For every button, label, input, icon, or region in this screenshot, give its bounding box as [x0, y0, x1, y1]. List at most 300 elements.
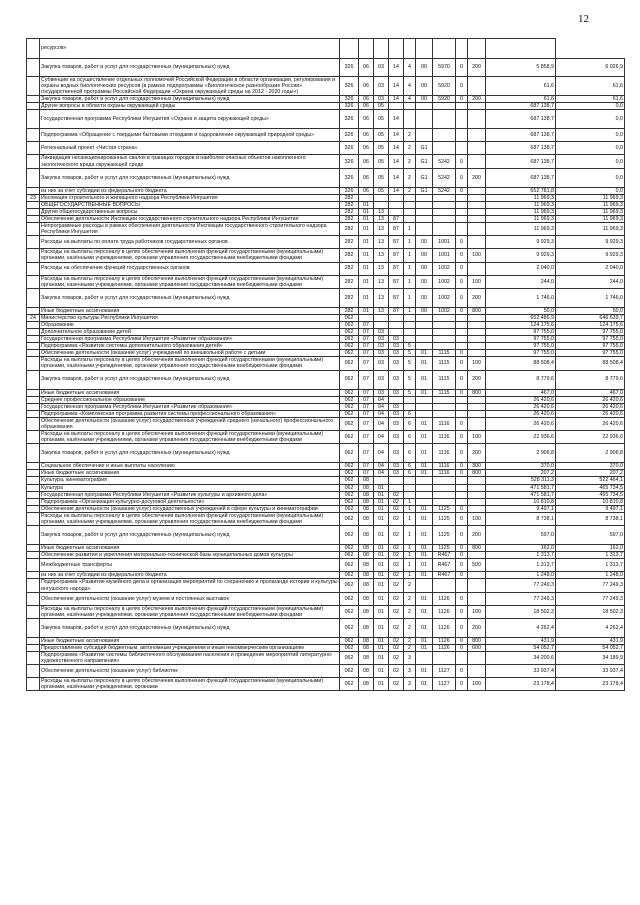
expense-type-code-cell: 200 [468, 618, 486, 637]
item-name-cell: Иные бюджетные ассигнования [40, 637, 340, 644]
program-code-cell: 03 [389, 470, 404, 477]
target-sub-code-cell [456, 403, 468, 410]
subprogram-code-cell [404, 201, 416, 208]
subsection-code-cell: 05 [374, 103, 389, 110]
target-code-cell: 5242 [433, 168, 456, 187]
amount-2021-cell: 10 810,8 [556, 498, 625, 505]
amount-2020-cell: 11 969,3 [486, 216, 556, 223]
item-name-cell: Закупка товаров, работ и услуг для государственных (муниципальных) нужд [40, 370, 340, 389]
expense-type-code-cell [468, 103, 486, 110]
amount-2021-cell: 26 420,6 [556, 410, 625, 417]
subprogram-code-cell: 2 [404, 142, 416, 155]
amount-2021-cell: 33 937,4 [556, 665, 625, 678]
direction-code-cell [416, 223, 433, 236]
section-code-cell: 08 [359, 545, 374, 552]
ministry-code-cell: 062 [340, 545, 359, 552]
amount-2020-cell: 26 420,6 [486, 403, 556, 410]
amount-2020-cell: 162,0 [486, 545, 556, 552]
row-number-cell [27, 223, 40, 236]
table-row [27, 605, 625, 618]
target-code-cell: 1115 [433, 389, 456, 396]
row-number-cell [27, 505, 40, 512]
amount-2020-cell: 50,0 [486, 307, 556, 314]
subsection-code-cell: 01 [374, 592, 389, 605]
table-row [27, 463, 625, 470]
target-sub-code-cell: 0 [456, 559, 468, 572]
target-sub-code-cell: 0 [456, 678, 468, 691]
table-row [27, 350, 625, 357]
section-code-cell: 08 [359, 491, 374, 498]
program-code-cell: 02 [389, 618, 404, 637]
program-code-cell: 02 [389, 505, 404, 512]
subsection-code-cell: 01 [374, 559, 389, 572]
amount-2020-cell: 244,0 [486, 275, 556, 288]
amount-2020-cell: 26 420,6 [486, 396, 556, 403]
amount-2021-cell: 431,9 [556, 637, 625, 644]
section-code-cell: 06 [359, 168, 374, 187]
amount-2021-cell: 11 969,3 [556, 201, 625, 208]
target-code-cell: 1126 [433, 637, 456, 644]
table-row [27, 59, 625, 77]
target-sub-code-cell: 0 [456, 96, 468, 103]
ministry-code-cell: 326 [340, 129, 359, 142]
row-number-cell [27, 129, 40, 142]
row-number-cell [27, 526, 40, 545]
amount-2020-cell: 5 858,9 [486, 59, 556, 77]
direction-code-cell [416, 484, 433, 491]
program-code-cell: 02 [389, 572, 404, 579]
table-row [27, 223, 625, 236]
subprogram-code-cell: 1 [404, 498, 416, 505]
item-name-cell: Предоставление субсидий бюджетным, автономным учреждениям и иным некоммерческим организациям [40, 644, 340, 651]
target-sub-code-cell [456, 579, 468, 592]
expense-type-code-cell [468, 417, 486, 430]
subsection-code-cell: 01 [374, 545, 389, 552]
row-number-cell [27, 343, 40, 350]
program-code-cell: 02 [389, 637, 404, 644]
ministry-code-cell: 282 [340, 307, 359, 314]
row-number-cell [27, 236, 40, 249]
table-row [27, 552, 625, 559]
section-code-cell: 08 [359, 637, 374, 644]
table-row [27, 579, 625, 592]
expense-type-code-cell [468, 223, 486, 236]
target-sub-code-cell: 0 [456, 275, 468, 288]
section-code-cell: 01 [359, 288, 374, 307]
table-row [27, 39, 625, 59]
section-code-cell: 06 [359, 187, 374, 194]
table-row [27, 470, 625, 477]
table-row [27, 155, 625, 168]
item-name-cell: Закупка товаров, работ и услуг для государственных (муниципальных) нужд [40, 59, 340, 77]
amount-2020-cell: 687 138,7 [486, 103, 556, 110]
subprogram-code-cell [404, 208, 416, 215]
ministry-code-cell: 282 [340, 216, 359, 223]
section-code-cell: 01 [359, 275, 374, 288]
table-row [27, 129, 625, 142]
target-sub-code-cell: 0 [456, 637, 468, 644]
amount-2021-cell: 9 497,1 [556, 505, 625, 512]
amount-2021-cell: 467,0 [556, 389, 625, 396]
amount-2021-cell: 11 969,3 [556, 223, 625, 236]
amount-2021-cell: 646 639,7 [556, 314, 625, 321]
table-row [27, 194, 625, 201]
row-number-cell [27, 350, 40, 357]
subprogram-code-cell: 6 [404, 410, 416, 417]
subsection-code-cell: 04 [374, 410, 389, 417]
direction-code-cell [416, 651, 433, 664]
table-row [27, 110, 625, 129]
direction-code-cell [416, 579, 433, 592]
row-number-cell [27, 389, 40, 396]
item-name-cell: Подпрограмма «Развитие музейного дела и организация мероприятий по сохранению и пропаганде истории и культуры ингушского народа» [41, 579, 338, 592]
item-name-cell: Обеспечение деятельности (оказание услуг) библиотек [40, 665, 340, 678]
amount-2020-cell: 77 249,3 [486, 592, 556, 605]
subprogram-code-cell: 3 [404, 678, 416, 691]
row-number-cell: 23 [27, 194, 40, 201]
amount-2020-cell: 11 969,3 [486, 201, 556, 208]
section-code-cell: 07 [359, 370, 374, 389]
target-code-cell [433, 201, 456, 208]
amount-2020-cell [486, 39, 556, 59]
amount-2021-cell: 0,0 [556, 129, 625, 142]
item-name-cell: Закупка товаров, работ и услуг для государственных (муниципальных) нужд [40, 526, 340, 545]
program-code-cell: 03 [389, 343, 404, 350]
table-row [27, 103, 625, 110]
target-code-cell: 1002 [433, 262, 456, 275]
target-code-cell: 1002 [433, 288, 456, 307]
ministry-code-cell: 326 [340, 168, 359, 187]
item-name-cell: Расходы на выплаты персоналу в целях обеспечения выполнения функций государственными (муниципальными) органами, казёнными учреждениями, органами управления государственными внебюджетными фондами [40, 605, 340, 618]
ministry-code-cell: 062 [340, 618, 359, 637]
direction-code-cell: 01 [416, 552, 433, 559]
expense-type-code-cell [468, 201, 486, 208]
program-code-cell [389, 477, 404, 484]
target-sub-code-cell: 0 [456, 572, 468, 579]
item-name-cell: Обеспечение деятельности (оказание услуг) учреждений по внешкольной работе с детьми [40, 350, 340, 357]
program-code-cell [389, 39, 404, 59]
expense-type-code-cell: 200 [468, 168, 486, 187]
target-code-cell: 5920 [433, 77, 456, 96]
row-number-cell [27, 370, 40, 389]
subprogram-code-cell: 4 [404, 59, 416, 77]
program-code-cell: 03 [389, 370, 404, 389]
amount-2020-cell: 9 929,3 [486, 236, 556, 249]
row-number-cell [27, 103, 40, 110]
target-code-cell: 1127 [433, 678, 456, 691]
target-sub-code-cell: 0 [456, 389, 468, 396]
expense-type-code-cell: 100 [468, 605, 486, 618]
section-code-cell: 06 [359, 59, 374, 77]
expense-type-code-cell [468, 505, 486, 512]
program-code-cell: 02 [389, 665, 404, 678]
item-name-cell: Региональный проект «Чистая страна» [40, 142, 340, 155]
target-sub-code-cell [456, 336, 468, 343]
section-code-cell: 08 [359, 484, 374, 491]
direction-code-cell [416, 129, 433, 142]
target-code-cell [433, 336, 456, 343]
subprogram-code-cell: 2 [404, 644, 416, 651]
amount-2020-cell: 9 929,3 [486, 249, 556, 262]
amount-2020-cell: 23 178,4 [486, 678, 556, 691]
item-name-cell: Субвенции на осуществление отдельных полномочий Российской Федерации в области организации, регулирования и охраны водных биологических ресурсов (в рамках подпрограммы «Биологическое разнообразие России» государственной программы Российской Федерации «Охрана окружающей среды на 2012 - 2020 годы») [40, 77, 340, 96]
expense-type-code-cell [468, 484, 486, 491]
table-row [27, 389, 625, 396]
section-code-cell: 01 [359, 307, 374, 314]
item-name-cell: Государственная программа Республики Ингушетия «Охрана и защита окружающей среды» [40, 110, 340, 129]
subprogram-code-cell [404, 491, 416, 498]
target-code-cell: 1001 [433, 236, 456, 249]
subprogram-code-cell: 1 [404, 288, 416, 307]
program-code-cell: 14 [389, 168, 404, 187]
target-sub-code-cell [456, 410, 468, 417]
table-row [27, 572, 625, 579]
expense-type-code-cell: 800 [468, 545, 486, 552]
target-sub-code-cell [456, 103, 468, 110]
amount-2020-cell: 467,0 [486, 389, 556, 396]
table-row [27, 321, 625, 328]
table-row [27, 484, 625, 491]
target-sub-code-cell [456, 328, 468, 335]
section-code-cell: 08 [359, 552, 374, 559]
target-sub-code-cell [456, 396, 468, 403]
amount-2020-cell: 471 581,7 [486, 484, 556, 491]
amount-2021-cell: 2 040,0 [556, 262, 625, 275]
item-name-cell: из них за счет субсидии из федерального бюджета [40, 187, 340, 194]
target-sub-code-cell [456, 194, 468, 201]
row-number-cell [27, 39, 40, 59]
amount-2021-cell: 8 738,1 [556, 512, 625, 525]
row-number-cell [27, 187, 40, 194]
section-code-cell: 08 [359, 477, 374, 484]
subsection-code-cell: 13 [374, 275, 389, 288]
subsection-code-cell [374, 201, 389, 208]
section-code-cell: 07 [359, 321, 374, 328]
subsection-code-cell: 01 [374, 491, 389, 498]
ministry-code-cell: 326 [340, 103, 359, 110]
ministry-code-cell: 282 [340, 194, 359, 201]
direction-code-cell: 01 [416, 618, 433, 637]
target-code-cell [433, 110, 456, 129]
expense-type-code-cell: 800 [468, 637, 486, 644]
subsection-code-cell: 05 [374, 129, 389, 142]
direction-code-cell: 00 [416, 236, 433, 249]
expense-type-code-cell [468, 262, 486, 275]
table-row [27, 357, 625, 370]
target-sub-code-cell: 0 [456, 370, 468, 389]
amount-2020-cell: 8 738,1 [486, 512, 556, 525]
subsection-code-cell: 05 [374, 187, 389, 194]
ministry-code-cell: 326 [340, 110, 359, 129]
subsection-code-cell: 01 [374, 665, 389, 678]
program-code-cell [389, 321, 404, 328]
subsection-code-cell: 01 [374, 637, 389, 644]
direction-code-cell [416, 201, 433, 208]
program-code-cell [389, 314, 404, 321]
item-name-cell: Министерство культуры Республики Ингушетия [40, 314, 340, 321]
ministry-code-cell: 062 [340, 637, 359, 644]
expense-type-code-cell [468, 142, 486, 155]
direction-code-cell: 01 [416, 463, 433, 470]
subsection-code-cell: 01 [374, 678, 389, 691]
direction-code-cell: 00 [416, 275, 433, 288]
row-number-cell [27, 678, 40, 691]
ministry-code-cell: 062 [340, 463, 359, 470]
program-code-cell [389, 396, 404, 403]
amount-2020-cell: 528 311,3 [486, 477, 556, 484]
section-code-cell: 08 [359, 618, 374, 637]
ministry-code-cell: 062 [340, 572, 359, 579]
item-name-cell: Дополнительное образование детей [40, 328, 340, 335]
row-number-cell [27, 201, 40, 208]
target-sub-code-cell: 0 [456, 417, 468, 430]
expense-type-code-cell: 100 [468, 512, 486, 525]
item-name-cell: Расходы на выплаты персоналу в целях обеспечения выполнения функций государственными (муниципальными) органами, казёнными учреждениями, органами [40, 678, 340, 691]
direction-code-cell [416, 328, 433, 335]
program-code-cell: 87 [389, 307, 404, 314]
amount-2021-cell: 34 189,9 [556, 651, 625, 664]
amount-2021-cell: 11 969,3 [556, 194, 625, 201]
target-sub-code-cell: 0 [456, 168, 468, 187]
item-name-cell: из них за счет субсидии из федерального бюджета [40, 572, 340, 579]
direction-code-cell: 01 [416, 526, 433, 545]
item-name-cell: Расходы на выплаты персоналу в целях обеспечения выполнения функций государственными (муниципальными) органами, казёнными учреждениями, органами управления государственными внебюджетными фондами [40, 512, 340, 525]
amount-2020-cell: 11 969,3 [486, 208, 556, 215]
amount-2021-cell: 597,0 [556, 526, 625, 545]
expense-type-code-cell [468, 491, 486, 498]
target-sub-code-cell [456, 484, 468, 491]
subsection-code-cell: 01 [374, 644, 389, 651]
table-row [27, 477, 625, 484]
program-code-cell [389, 194, 404, 201]
expense-type-code-cell: 200 [468, 59, 486, 77]
section-code-cell: 07 [359, 350, 374, 357]
ministry-code-cell: 062 [340, 370, 359, 389]
target-code-cell: 1125 [433, 545, 456, 552]
program-code-cell: 02 [389, 526, 404, 545]
target-sub-code-cell [456, 314, 468, 321]
subsection-code-cell: 03 [374, 343, 389, 350]
item-name-cell: Расходы на выплаты по оплате труда работников государственных органов [40, 236, 340, 249]
expense-type-code-cell: 100 [468, 431, 486, 444]
item-name-cell: Подпрограмма «Развитие системы библиотечного обслуживания населения и проведение мероприятий литературно-художественного направления» [40, 651, 340, 664]
section-code-cell: 06 [359, 96, 374, 103]
table-row [27, 491, 625, 498]
target-code-cell: 1002 [433, 275, 456, 288]
subprogram-code-cell: 1 [404, 559, 416, 572]
amount-2020-cell: 9 497,1 [486, 505, 556, 512]
target-sub-code-cell: 0 [456, 350, 468, 357]
program-code-cell [389, 201, 404, 208]
ministry-code-cell: 062 [340, 605, 359, 618]
ministry-code-cell: 062 [340, 357, 359, 370]
amount-2020-cell: 97 755,0 [486, 343, 556, 350]
subsection-code-cell: 04 [374, 417, 389, 430]
target-code-cell: 5242 [433, 155, 456, 168]
row-number-cell [27, 444, 40, 463]
section-code-cell: 08 [359, 572, 374, 579]
expense-type-code-cell [468, 350, 486, 357]
direction-code-cell [416, 410, 433, 417]
row-number-cell [27, 651, 40, 664]
ministry-code-cell: 062 [340, 444, 359, 463]
amount-2021-cell: 97 755,0 [556, 328, 625, 335]
subsection-code-cell: 03 [374, 59, 389, 77]
program-code-cell: 87 [389, 275, 404, 288]
row-number-cell [27, 618, 40, 637]
subprogram-code-cell [404, 396, 416, 403]
target-code-cell: 5920 [433, 96, 456, 103]
expense-type-code-cell: 100 [468, 357, 486, 370]
program-code-cell: 14 [389, 129, 404, 142]
ministry-code-cell: 282 [340, 262, 359, 275]
direction-code-cell: 01 [416, 417, 433, 430]
target-code-cell: 1126 [433, 618, 456, 637]
expense-type-code-cell [468, 77, 486, 96]
table-row [27, 208, 625, 215]
item-name-cell: Закупка товаров, работ и услуг для государственных (муниципальных) нужд [40, 168, 340, 187]
target-code-cell: 1001 [433, 249, 456, 262]
direction-code-cell [416, 491, 433, 498]
expense-type-code-cell: 500 [468, 559, 486, 572]
table-row [27, 370, 625, 389]
table-row [27, 262, 625, 275]
item-name-cell: Среднее профессиональное образование [40, 396, 340, 403]
table-row [27, 644, 625, 651]
section-code-cell: 01 [359, 249, 374, 262]
row-number-cell [27, 665, 40, 678]
table-row [27, 142, 625, 155]
row-number-cell [27, 59, 40, 77]
subprogram-code-cell: 1 [404, 236, 416, 249]
direction-code-cell: 01 [416, 605, 433, 618]
table-row [27, 314, 625, 321]
amount-2021-cell: 50,0 [556, 307, 625, 314]
section-code-cell: 08 [359, 605, 374, 618]
section-code-cell: 07 [359, 357, 374, 370]
section-code-cell: 07 [359, 463, 374, 470]
direction-code-cell: 01 [416, 444, 433, 463]
subprogram-code-cell [404, 403, 416, 410]
subprogram-code-cell [404, 110, 416, 129]
target-sub-code-cell [456, 39, 468, 59]
expense-type-code-cell [468, 314, 486, 321]
target-code-cell [433, 477, 456, 484]
table-row [27, 396, 625, 403]
target-sub-code-cell: 0 [456, 155, 468, 168]
subsection-code-cell: 01 [374, 605, 389, 618]
expense-type-code-cell: 600 [468, 644, 486, 651]
subsection-code-cell: 05 [374, 110, 389, 129]
row-number-cell [27, 572, 40, 579]
table-row [27, 410, 625, 417]
ministry-code-cell: 062 [340, 512, 359, 525]
subsection-code-cell: 04 [374, 444, 389, 463]
program-code-cell: 02 [389, 491, 404, 498]
program-code-cell: 03 [389, 410, 404, 417]
expense-type-code-cell [468, 208, 486, 215]
amount-2020-cell: 1 248,0 [486, 572, 556, 579]
section-code-cell: 07 [359, 343, 374, 350]
direction-code-cell: 01 [416, 470, 433, 477]
program-code-cell: 03 [389, 336, 404, 343]
amount-2021-cell: 9 929,3 [556, 236, 625, 249]
amount-2020-cell: 2 906,8 [486, 444, 556, 463]
expense-type-code-cell [468, 194, 486, 201]
ministry-code-cell: 326 [340, 59, 359, 77]
subprogram-code-cell: 2 [404, 129, 416, 142]
ministry-code-cell: 326 [340, 187, 359, 194]
